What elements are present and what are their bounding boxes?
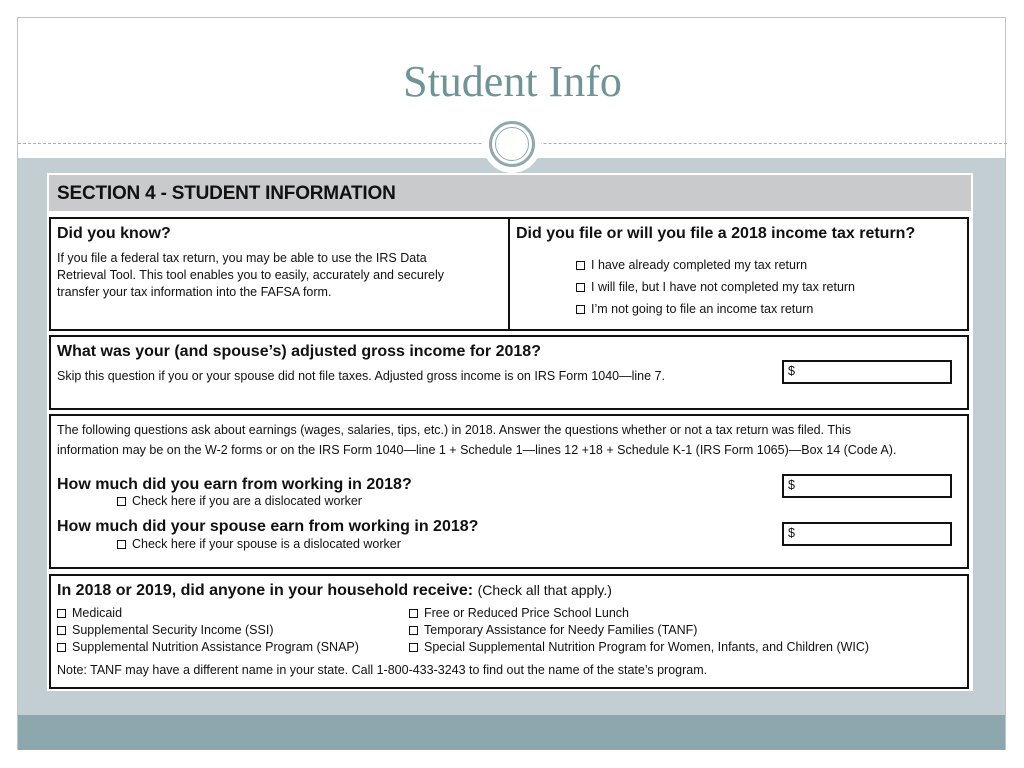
checkbox-icon [57,643,66,652]
you-earn-heading: How much did you earn from working in 2018? [57,476,412,493]
tax-return-option: I’m not going to file an income tax return [576,301,813,318]
you-dislocated-check: Check here if you are a dislocated worker [117,493,362,510]
household-box [49,574,969,689]
checkbox-icon [409,609,418,618]
earnings-intro-line: information may be on the W-2 forms or on the IRS Form 1040—line 1 + Schedule 1—lines 12 +18 + Schedule K-1 (IRS Form 1065)—Box 14 (Code A). [57,443,897,457]
tax-return-option: I will file, but I have not completed my tax return [576,279,855,296]
ornament-inner-ring [495,127,529,161]
checkbox-icon [409,643,418,652]
household-note: Note: TANF may have a different name in your state. Call 1-800-433-3243 to find out the name of the state’s program. [57,663,708,677]
checkbox-icon [57,626,66,635]
did-you-know-box [49,217,512,331]
agi-amount-field: $ [782,360,952,384]
household-option: Free or Reduced Price School Lunch [409,605,629,622]
did-you-know-line: transfer your tax information into the FAFSA form. [57,285,332,299]
section-title: SECTION 4 - STUDENT INFORMATION [57,183,396,204]
did-you-know-line: If you file a federal tax return, you may be able to use the IRS Data [57,251,427,265]
spouse-earn-field: $ [782,522,952,546]
did-you-know-heading: Did you know? [57,225,171,242]
checkbox-icon [57,609,66,618]
checkbox-icon [576,261,585,270]
household-option: Medicaid [57,605,122,622]
agi-note: Skip this question if you or your spouse did not file taxes. Adjusted gross income is on IRS Form 1040—line 7. [57,369,665,383]
checkbox-icon [576,305,585,314]
tax-return-heading: Did you file or will you file a 2018 income tax return? [516,225,916,242]
section-header [49,175,971,211]
household-option: Supplemental Nutrition Assistance Program (SNAP) [57,639,359,656]
household-option: Special Supplemental Nutrition Program for Women, Infants, and Children (WIC) [409,639,869,656]
you-earn-field: $ [782,474,952,498]
spouse-earn-heading: How much did your spouse earn from working in 2018? [57,518,479,535]
agi-heading: What was your (and spouse’s) adjusted gross income for 2018? [57,343,541,360]
did-you-know-line: Retrieval Tool. This tool enables you to easily, accurately and securely [57,268,445,282]
tax-return-option: I have already completed my tax return [576,257,807,274]
household-option: Temporary Assistance for Needy Families (TANF) [409,622,697,639]
footer-band [18,715,1005,750]
checkbox-icon [117,540,126,549]
tax-return-box [508,217,969,331]
checkbox-icon [576,283,585,292]
checkbox-icon [409,626,418,635]
household-option: Supplemental Security Income (SSI) [57,622,273,639]
agi-box [49,335,969,410]
earnings-box [49,414,969,569]
slide-title: Student Info [403,57,622,106]
fafsa-form-image [47,173,973,691]
spouse-dislocated-check: Check here if your spouse is a dislocated worker [117,536,401,553]
household-heading: In 2018 or 2019, did anyone in your household receive: (Check all that apply.) [57,582,612,599]
checkbox-icon [117,497,126,506]
earnings-intro-line: The following questions ask about earnings (wages, salaries, tips, etc.) in 2018. Answer the questions whether or not a tax return was filed. This [57,423,851,437]
